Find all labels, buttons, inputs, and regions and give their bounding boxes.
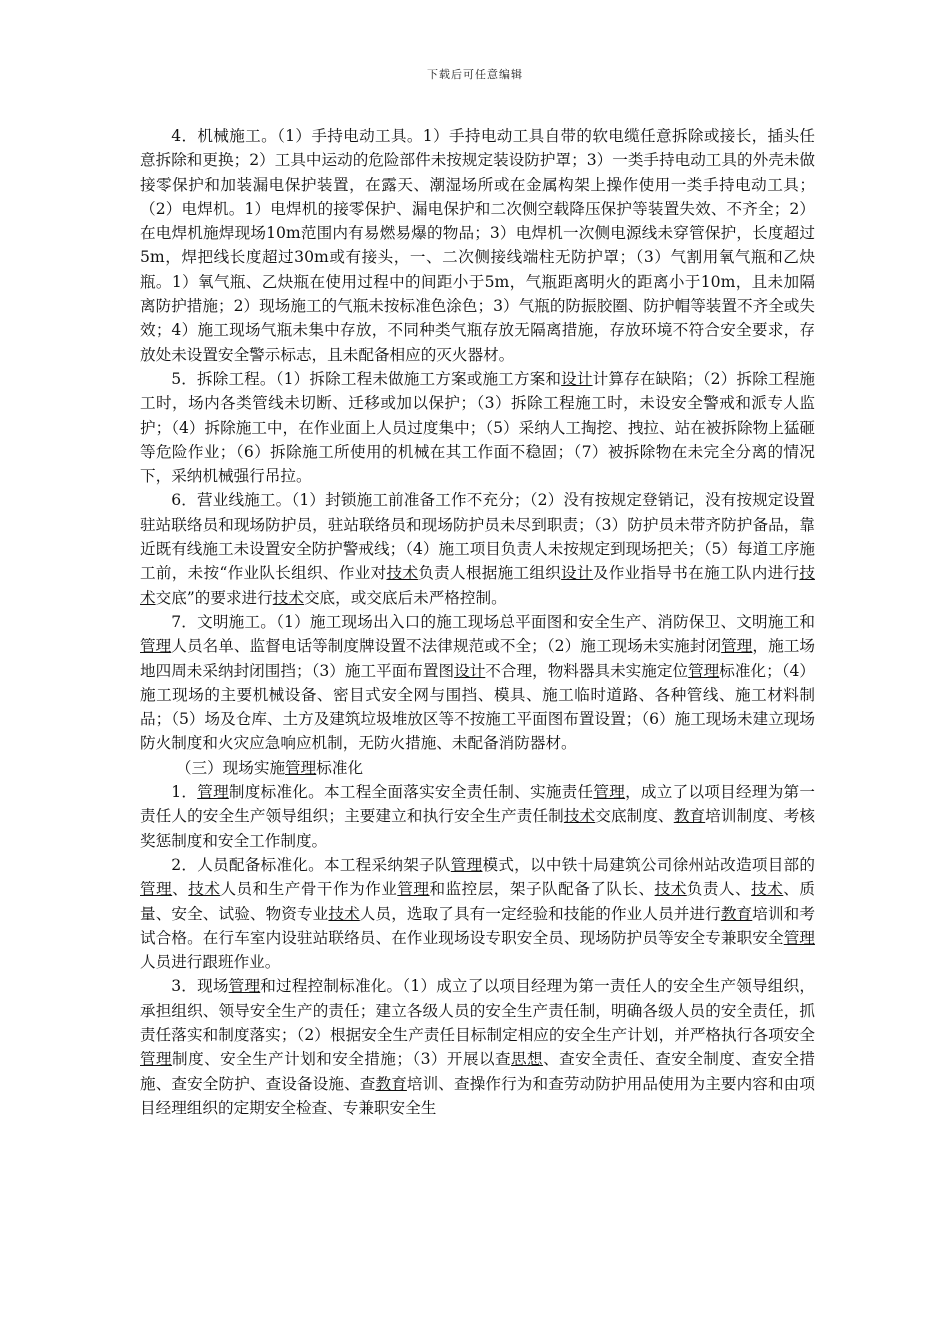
text-run: 培训和考试合格。在行车室内设驻站联络员、在作业现场设专职安全员、现场防护员等安全专兼职安全 bbox=[140, 904, 815, 947]
text-run: 制度标准化。本工程全面落实安全责任制、实施责任 bbox=[228, 783, 594, 802]
text-run: 7．文明施工。（1）施工现场出入口的施工现场总平面图和安全生产、消防保卫、文明施工和 bbox=[171, 612, 815, 631]
text-run: 计算存在缺陷；（2）拆除工程施工时，场内各类管线未切断、迁移或加以保护；（3）拆除工程施工时，未设安全警戒和派专人监护；（4）拆除施工中，在作业面上人员过度集中；（5）采纳人工掏挖、拽拉、站在被拆除物上猛砸等危险作业；（6）拆除施工所使用的机械在其工作面不稳固；（7）被拆除物在未完全分离的情况下，采纳机械强行吊拉。 bbox=[140, 369, 815, 486]
underlined-term: 技术 bbox=[654, 880, 687, 899]
section-heading bbox=[140, 756, 815, 780]
paragraph-p7 bbox=[140, 610, 815, 756]
text-run: 标准化 bbox=[316, 758, 364, 777]
underlined-term: 技术 bbox=[272, 588, 304, 607]
text-run: 、查安全责任、查安全制度、查安全措施、查安全防护、查设备设施、查 bbox=[140, 1050, 815, 1093]
text-run: 人员进行跟班作业。 bbox=[140, 953, 281, 972]
paragraph-p6 bbox=[140, 488, 815, 609]
underlined-term: 设计 bbox=[561, 369, 593, 388]
text-run: 5．拆除工程。（1）拆除工程未做施工方案或施工方案和 bbox=[171, 369, 562, 388]
underlined-term: 管理 bbox=[228, 977, 261, 996]
underlined-term: 思想 bbox=[511, 1050, 544, 1069]
text-run: 负责人、 bbox=[686, 880, 752, 899]
text-run: 交底，或交底后未严格控制。 bbox=[303, 588, 507, 607]
underlined-term: 技术 bbox=[563, 807, 596, 826]
text-run: 交底”的要求进行 bbox=[155, 588, 273, 607]
text-run: 和监控层，架子队配备了队长、 bbox=[429, 880, 655, 899]
text-run: 负责人根据施工组织 bbox=[418, 564, 562, 583]
paragraph-q3 bbox=[140, 974, 815, 1120]
page-header: 下载后可任意编辑 bbox=[427, 68, 523, 81]
underlined-term: 管理 bbox=[721, 637, 753, 656]
text-run: 及作业指导书在施工队内进行 bbox=[592, 564, 800, 583]
text-run: 培训制度、考核奖惩制度和安全工作制度。 bbox=[140, 807, 815, 850]
document-body bbox=[140, 124, 815, 1120]
underlined-term: 技术 bbox=[386, 564, 419, 583]
paragraph-q1 bbox=[140, 780, 815, 853]
text-run: ，成立了以项目经理为第一责任人的安全生产领导组织；主要建立和执行安全生产责任制 bbox=[140, 783, 815, 826]
text-run: 和过程控制标准化。（1）成立了以项目经理为第一责任人的安全生产领导组织，承担组织、领导安全生产的责任；建立各级人员的安全生产责任制，明确各级人员的安全责任，抓责任落实和制度落实；（2）根据安全生产责任目标制定相应的安全生产计划，并严格执行各项安全 bbox=[140, 977, 815, 1044]
text-run: 1． bbox=[171, 783, 198, 802]
text-run: 2．人员配备标准化。本工程采纳架子队 bbox=[171, 855, 451, 874]
text-run: 6．营业线施工。（1）封锁施工前准备工作不充分；（2）没有按规定登销记，没有按规定设置驻站联络员和现场防护员，驻站联络员和现场防护员未尽到职责；（3）防护员未带齐防护备品，靠近既有线施工未设置安全防护警戒线；（4）施工项目负责人未按规定到现场把关；（5）每道工序施工前，未按“作业队长组织、作业对 bbox=[140, 491, 815, 583]
underlined-term: 管理 bbox=[197, 783, 229, 802]
text-run: 培训、查操作行为和查劳动防护用品使用为主要内容和由项目经理组织的定期安全检查、专兼职安全生 bbox=[140, 1074, 815, 1117]
underlined-term: 管理 bbox=[783, 928, 815, 947]
text-run: 4．机械施工。（1）手持电动工具。1）手持电动工具自带的软电缆任意拆除或接长，插头任意拆除和更换；2）工具中运动的危险部件未按规定装设防护罩；3）一类手持电动工具的外壳未做接零保护和加装漏电保护装置，在露天、潮湿场所或在金属构架上操作使用一类手持电动工具；（2）电焊机。1）电焊机的接零保护、漏电保护和二次侧空载降压保护等装置失效、不齐全；2）在电焊机施焊现场10m范围内有易燃易爆的物品；3）电焊机一次侧电源线未穿管保护，长度超过5m，焊把线长度超过30m或有接头，一、二次侧接线端柱无防护罩；（3）气割用氧气瓶和乙炔瓶。1）氧气瓶、乙炔瓶在使用过程中的间距小于5m，气瓶距离明火的距离小于10m，且未加隔离防护措施；2）现场施工的气瓶未按标准色涂色；3）气瓶的防振胶圈、防护帽等装置不齐全或失效；4）施工现场气瓶未集中存放，不同种类气瓶存放无隔离措施，存放环境不符合安全要求，存放处未设置安全警示标志，且未配备相应的灭火器材。 bbox=[140, 127, 815, 364]
underlined-term: 设计 bbox=[561, 564, 593, 583]
text-run: 制度、安全生产计划和安全措施；（3）开展以查 bbox=[172, 1050, 512, 1069]
text-run: 人员，选取了具有一定经验和技能的作业人员并进行 bbox=[359, 904, 721, 923]
underlined-term: 教育 bbox=[720, 904, 753, 923]
text-run: 标准化；（4）施工现场的主要机械设备、密目式安全网与围挡、模具、施工临时道路、各种管线、施工材料制品；（5）场及仓库、土方及建筑垃圾堆放区等不按施工平面图布置设置；（6）施工现场未建立现场防火制度和火灾应急响应机制，无防火措施、未配备消防器材。 bbox=[140, 661, 815, 753]
paragraph-q2 bbox=[140, 853, 815, 974]
text-run: 、 bbox=[172, 880, 189, 899]
underlined-term: 教育 bbox=[673, 807, 706, 826]
text-run: 交底制度、 bbox=[595, 807, 674, 826]
paragraph-p5 bbox=[140, 367, 815, 488]
text-run: 模式，以中铁十局建筑公司徐州站改造项目部的 bbox=[482, 855, 815, 874]
text-run: 人员和生产骨干作为作业 bbox=[220, 880, 398, 899]
underlined-term: 技术 bbox=[751, 880, 784, 899]
underlined-term: 管理 bbox=[285, 758, 317, 777]
underlined-term: 管理 bbox=[688, 661, 720, 680]
underlined-term: 设计 bbox=[454, 661, 486, 680]
text-run: ，施工场地四周未采纳封闭围挡；（3）施工平面布置图 bbox=[140, 637, 815, 680]
text-run: （三）现场实施 bbox=[175, 758, 286, 777]
underlined-term: 管理 bbox=[140, 637, 172, 656]
underlined-term: 管理 bbox=[140, 880, 173, 899]
underlined-term: 管理 bbox=[450, 855, 483, 874]
underlined-term: 管理 bbox=[397, 880, 430, 899]
text-run: 、质量、安全、试验、物资专业 bbox=[140, 880, 815, 923]
paragraph-p4 bbox=[140, 124, 815, 367]
text-run: 人员名单、监督电话等制度牌设置不法律规范或不全；（2）施工现场未实施封闭 bbox=[171, 637, 722, 656]
underlined-term: 技术 bbox=[328, 904, 360, 923]
underlined-term: 管理 bbox=[593, 783, 626, 802]
underlined-term: 技术 bbox=[188, 880, 221, 899]
underlined-term: 教育 bbox=[375, 1074, 407, 1093]
text-run: 3．现场 bbox=[171, 977, 229, 996]
underlined-term: 管理 bbox=[140, 1050, 173, 1069]
underlined-term: 技术 bbox=[140, 564, 815, 607]
text-run: 不合理，物料器具未实施定位 bbox=[485, 661, 689, 680]
